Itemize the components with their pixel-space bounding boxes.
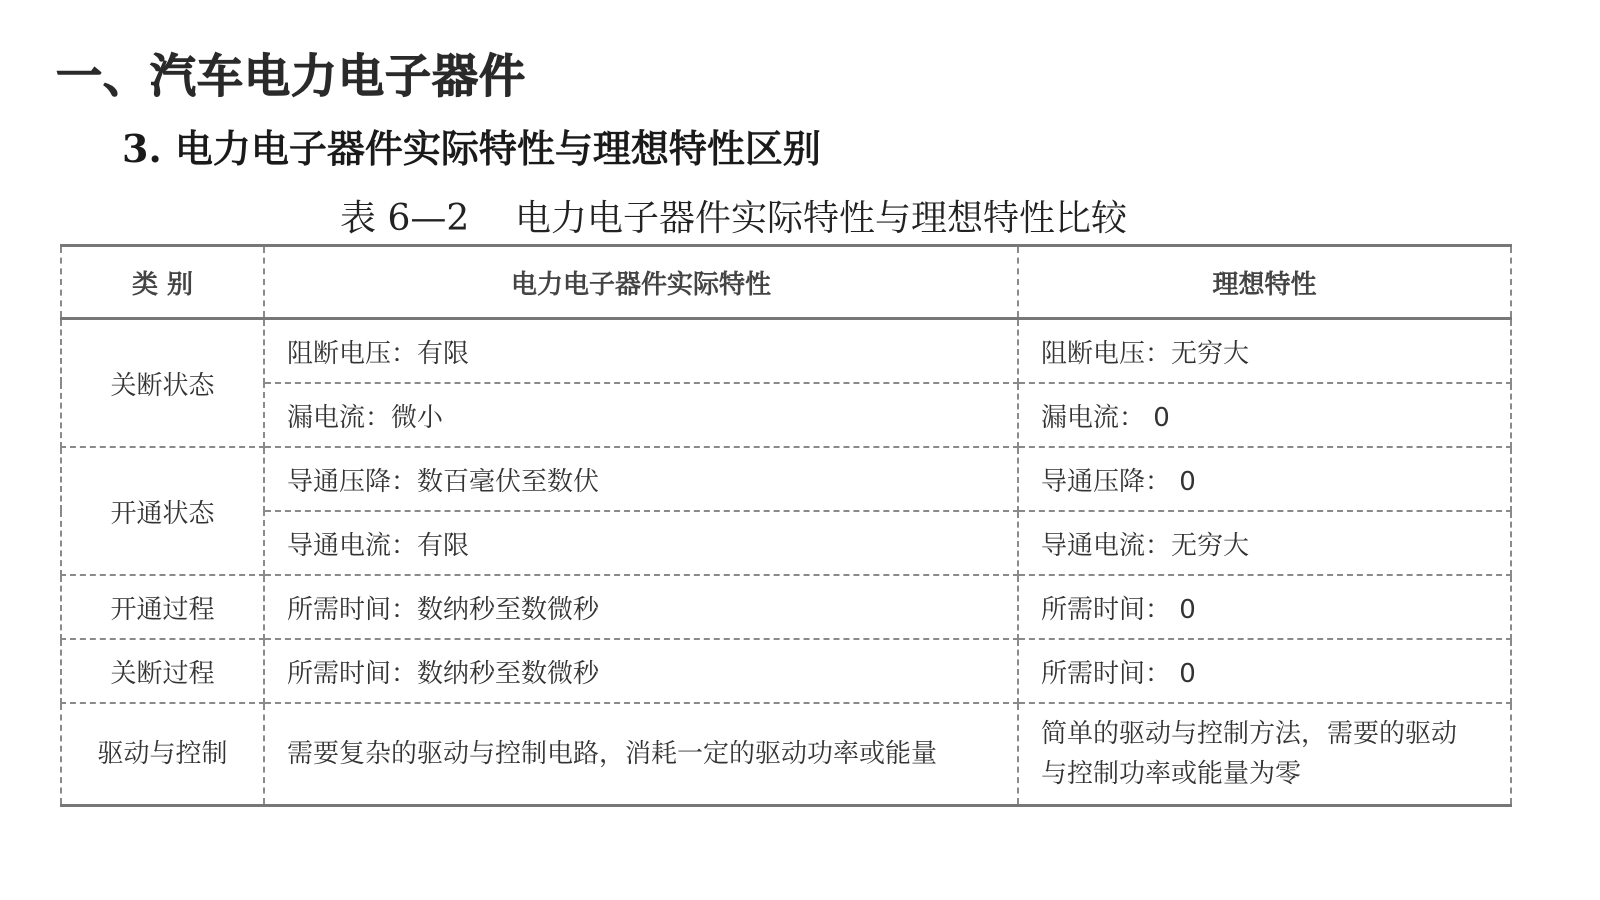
table-row [61, 575, 1511, 639]
header-actual: 电力电子器件实际特性 [264, 246, 1018, 319]
ideal-cell: 简单的驱动与控制方法，需要的驱动与控制功率或能量为零 [1018, 703, 1511, 806]
table-row [61, 383, 1511, 447]
table-row [61, 319, 1511, 384]
section-heading: 一、汽车电力电子器件 [56, 49, 526, 103]
comparison-table-container [60, 244, 1510, 807]
comparison-table [60, 244, 1512, 807]
actual-cell: 需要复杂的驱动与控制电路，消耗一定的驱动功率或能量 [264, 703, 1018, 806]
header-ideal: 理想特性 [1018, 246, 1511, 319]
category-cell: 开通过程 [61, 575, 264, 639]
actual-cell: 所需时间：数纳秒至数微秒 [264, 575, 1018, 639]
actual-cell: 所需时间：数纳秒至数微秒 [264, 639, 1018, 703]
ideal-cell: 阻断电压：无穷大 [1018, 319, 1511, 384]
actual-cell: 阻断电压：有限 [264, 319, 1018, 384]
category-cell: 关断过程 [61, 639, 264, 703]
table-caption: 表 6—2 电力电子器件实际特性与理想特性比较 [340, 198, 1128, 239]
category-cell: 关断状态 [61, 319, 264, 448]
category-cell: 开通状态 [61, 447, 264, 575]
ideal-cell: 漏电流： 0 [1018, 383, 1511, 447]
table-header-row [61, 246, 1511, 319]
ideal-cell: 所需时间： 0 [1018, 575, 1511, 639]
ideal-cell: 所需时间： 0 [1018, 639, 1511, 703]
table-row [61, 447, 1511, 511]
subsection-heading: 3. 电力电子器件实际特性与理想特性区别 [122, 126, 821, 171]
table-row [61, 639, 1511, 703]
ideal-cell: 导通压降： 0 [1018, 447, 1511, 511]
table-row [61, 511, 1511, 575]
table-row [61, 703, 1511, 806]
actual-cell: 导通压降：数百毫伏至数伏 [264, 447, 1018, 511]
actual-cell: 导通电流：有限 [264, 511, 1018, 575]
header-category: 类 别 [61, 246, 264, 319]
ideal-cell: 导通电流：无穷大 [1018, 511, 1511, 575]
actual-cell: 漏电流：微小 [264, 383, 1018, 447]
category-cell: 驱动与控制 [61, 703, 264, 806]
